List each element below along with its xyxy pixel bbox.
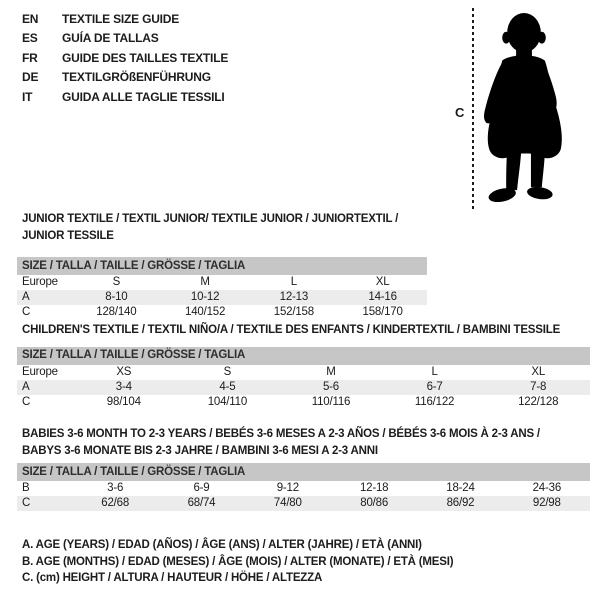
- size-cell: 110/116: [311, 395, 351, 408]
- size-cell: XL: [375, 276, 390, 288]
- language-code: FR: [22, 50, 38, 65]
- language-code: IT: [22, 89, 33, 104]
- size-cell: 24-36: [532, 482, 562, 494]
- row-label: B: [22, 482, 30, 494]
- size-cell: 18-24: [446, 482, 475, 494]
- size-cell: 12-18: [359, 482, 389, 494]
- section-title: [22, 426, 590, 459]
- section-title-line: CHILDREN'S TEXTILE / TEXTIL NIÑO/A / TEXTILE DES ENFANTS / KINDERTEXTIL / BAMBINI TESSILE: [22, 324, 561, 336]
- table-row: [17, 496, 590, 511]
- size-cell: 3-6: [107, 482, 124, 494]
- size-header-bar: SIZE / TALLA / TAILLE / GRÖSSE / TAGLIA: [17, 463, 590, 481]
- language-title: TEXTILE SIZE GUIDE: [62, 12, 180, 26]
- size-cell: XS: [116, 365, 132, 378]
- size-cell: 10-12: [161, 290, 250, 305]
- size-cell: 98/104: [106, 395, 141, 408]
- size-table-junior: [17, 257, 427, 320]
- language-title: GUÍA DE TALLAS: [62, 31, 159, 46]
- size-cell: 9-12: [276, 482, 299, 494]
- size-cell: L: [290, 276, 297, 288]
- row-label: A: [17, 380, 72, 395]
- legend-line: A. AGE (YEARS) / EDAD (AÑOS) / ÂGE (ANS) / ALTER (JAHRE) / ETÀ (ANNI): [22, 539, 422, 551]
- legend-line: B. AGE (MONTHS) / EDAD (MESES) / ÂGE (MOIS) / ALTER (MONATE) / ETÀ (MESI): [22, 555, 454, 568]
- size-cell: 14-16: [338, 290, 427, 305]
- size-cell: 152/158: [273, 306, 314, 318]
- size-cell: XL: [531, 365, 546, 378]
- size-cell: 68/74: [158, 496, 244, 511]
- size-table-children: [17, 347, 590, 410]
- size-header-bar: SIZE / TALLA / TAILLE / GRÖSSE / TAGLIA: [17, 347, 590, 365]
- legend-line: C. (cm) HEIGHT / ALTURA / HAUTEUR / HÖHE / ALTEZZA: [22, 572, 323, 584]
- language-code: DE: [22, 70, 39, 85]
- row-label: Europe: [22, 365, 58, 378]
- size-cell: 140/152: [185, 306, 226, 318]
- language-row: [22, 88, 228, 107]
- row-label: C: [22, 306, 31, 318]
- size-cell: 6-9: [193, 482, 210, 494]
- height-marker-label: C: [455, 105, 465, 120]
- size-cell: 62/68: [72, 496, 158, 511]
- section-childrens-textile: [17, 322, 590, 410]
- size-cell: 104/110: [207, 395, 248, 408]
- legend-block: [22, 537, 453, 587]
- language-code: ES: [22, 31, 38, 46]
- size-cell: 5-6: [279, 380, 383, 395]
- size-cell: 7-8: [486, 380, 590, 395]
- section-title-line: BABYS 3-6 MONATE BIS 2-3 JAHRE / BAMBINI 3-6 MESI A 2-3 ANNI: [22, 444, 378, 457]
- row-label: C: [22, 395, 31, 408]
- size-cell: 8-10: [72, 290, 161, 305]
- size-cell: 4-5: [176, 380, 280, 395]
- table-row: [17, 365, 590, 380]
- language-code: EN: [22, 12, 39, 26]
- section-title: [22, 322, 590, 339]
- section-title-line: JUNIOR TEXTILE / TEXTIL JUNIOR/ TEXTILE JUNIOR / JUNIORTEXTIL / JUNIOR TESSILE: [22, 213, 399, 242]
- size-cell: M: [200, 276, 210, 288]
- section-title-line: BABIES 3-6 MONTH TO 2-3 YEARS / BEBÉS 3-6 MESES A 2-3 AÑOS / BÉBÉS 3-6 MOIS À 2-3 ANS /: [22, 428, 540, 440]
- language-row: [22, 68, 228, 87]
- section-junior-textile: [17, 211, 427, 320]
- table-row: [17, 290, 427, 305]
- size-cell: 122/128: [518, 395, 559, 408]
- size-cell: M: [326, 365, 336, 378]
- language-title-block: [22, 10, 228, 107]
- language-row: [22, 10, 228, 29]
- table-row: [17, 380, 590, 395]
- size-cell: 86/92: [417, 496, 503, 511]
- size-cell: 12-13: [250, 290, 339, 305]
- table-row: [17, 481, 590, 496]
- size-cell: S: [112, 276, 121, 288]
- size-cell: 92/98: [504, 496, 590, 511]
- section-title: [22, 211, 427, 244]
- language-row: [22, 29, 228, 48]
- size-cell: 158/170: [362, 306, 403, 318]
- section-babies-textile: [17, 426, 590, 511]
- size-cell: 6-7: [383, 380, 487, 395]
- table-row: [17, 275, 427, 290]
- size-cell: L: [431, 365, 438, 378]
- row-label: C: [17, 496, 72, 511]
- size-cell: 128/140: [96, 306, 137, 318]
- size-cell: 116/122: [414, 395, 455, 408]
- table-row: [17, 395, 590, 410]
- row-label: A: [17, 290, 72, 305]
- language-title: GUIDA ALLE TAGLIE TESSILI: [62, 89, 225, 104]
- size-cell: 3-4: [72, 380, 176, 395]
- language-title: TEXTILGRÖßENFÜHRUNG: [62, 70, 211, 85]
- size-cell: 80/86: [331, 496, 417, 511]
- size-table-babies: [17, 463, 590, 511]
- row-label: Europe: [22, 276, 58, 288]
- size-cell: 74/80: [245, 496, 331, 511]
- language-row: [22, 49, 228, 68]
- table-row: [17, 305, 427, 320]
- baby-silhouette-icon: [480, 9, 570, 207]
- language-title: GUIDE DES TAILLES TEXTILE: [62, 50, 229, 65]
- size-header-bar: SIZE / TALLA / TAILLE / GRÖSSE / TAGLIA: [17, 257, 427, 275]
- size-cell: S: [223, 365, 232, 378]
- height-marker-dashed-line: [472, 8, 474, 210]
